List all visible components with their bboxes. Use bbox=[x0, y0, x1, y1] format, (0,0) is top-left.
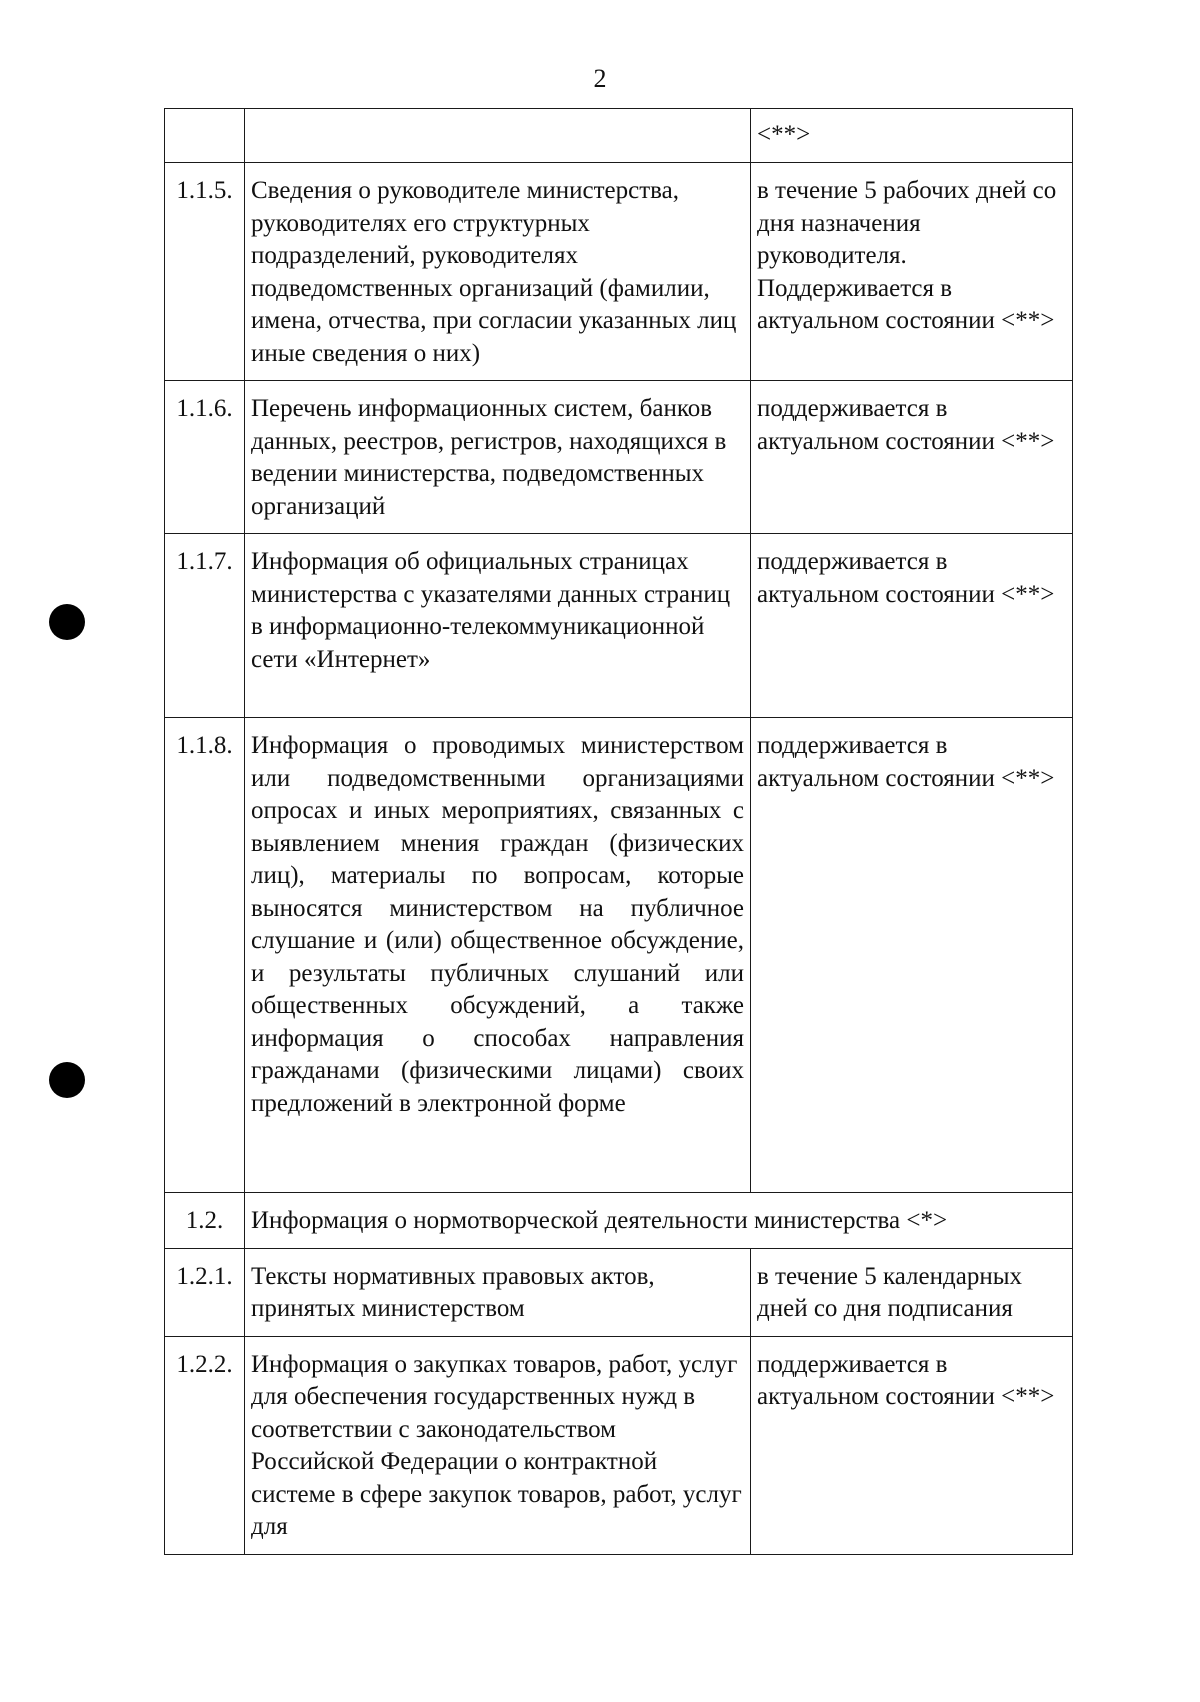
table-row bbox=[165, 109, 1073, 163]
row-number: 1.1.8. bbox=[165, 718, 245, 1193]
table-row bbox=[165, 718, 1073, 1193]
row-number: 1.2.1. bbox=[165, 1248, 245, 1336]
section-title: Информация о нормотворческой деятельности министерства <*> bbox=[245, 1193, 1073, 1249]
table-row bbox=[165, 381, 1073, 534]
row-deadline: поддерживается в актуальном состоянии <**> bbox=[751, 381, 1073, 534]
row-deadline: поддерживается в актуальном состоянии <**> bbox=[751, 1336, 1073, 1554]
table-row bbox=[165, 534, 1073, 718]
row-deadline: поддерживается в актуальном состоянии <**> bbox=[751, 718, 1073, 1193]
page-number: 2 bbox=[593, 64, 607, 93]
row-number bbox=[165, 109, 245, 163]
row-description: Перечень информационных систем, банков данных, реестров, регистров, находящихся в ведении министерства, подведомственных организаций bbox=[245, 381, 751, 534]
row-number: 1.1.6. bbox=[165, 381, 245, 534]
document-table bbox=[164, 108, 1073, 1555]
table-row bbox=[165, 1248, 1073, 1336]
row-deadline: поддерживается в актуальном состоянии <**> bbox=[751, 534, 1073, 718]
section-row bbox=[165, 1193, 1073, 1249]
row-deadline: в течение 5 календарных дней со дня подписания bbox=[751, 1248, 1073, 1336]
row-deadline: в течение 5 рабочих дней со дня назначения руководителя. Поддерживается в актуальном состоянии <**> bbox=[751, 163, 1073, 381]
punch-hole-bottom bbox=[49, 1062, 85, 1098]
row-description: Информация об официальных страницах министерства с указателями данных страниц в информационно-телекоммуникационной сети «Интернет» bbox=[245, 534, 751, 718]
row-number: 1.1.5. bbox=[165, 163, 245, 381]
row-description: Тексты нормативных правовых актов, принятых министерством bbox=[245, 1248, 751, 1336]
punch-hole-top bbox=[49, 604, 85, 640]
row-description bbox=[245, 109, 751, 163]
row-deadline: <**> bbox=[751, 109, 1073, 163]
section-number: 1.2. bbox=[165, 1193, 245, 1249]
row-description: Информация о закупках товаров, работ, услуг для обеспечения государственных нужд в соответствии с законодательством Российской Федерации о контрактной системе в сфере закупок товаров, работ, услуг для bbox=[245, 1336, 751, 1554]
table-row bbox=[165, 1336, 1073, 1554]
row-description: Информация о проводимых министерством или подведомственными организациями опросах и иных мероприятиях, связанных с выявлением мнения граждан (физических лиц), материалы по вопросам, которые выносятся министерством на публичное слушание и (или) общественное обсуждение, и результаты публичных слушаний или общественных обсуждений, а также информация о способах направления гражданами (физическими лицами) своих предложений в электронной форме bbox=[245, 718, 751, 1193]
row-description: Сведения о руководителе министерства, руководителях его структурных подразделений, руководителях подведомственных организаций (фамилии, имена, отчества, при согласии указанных лиц иные сведения о них) bbox=[245, 163, 751, 381]
row-number: 1.1.7. bbox=[165, 534, 245, 718]
row-number: 1.2.2. bbox=[165, 1336, 245, 1554]
table-row bbox=[165, 163, 1073, 381]
